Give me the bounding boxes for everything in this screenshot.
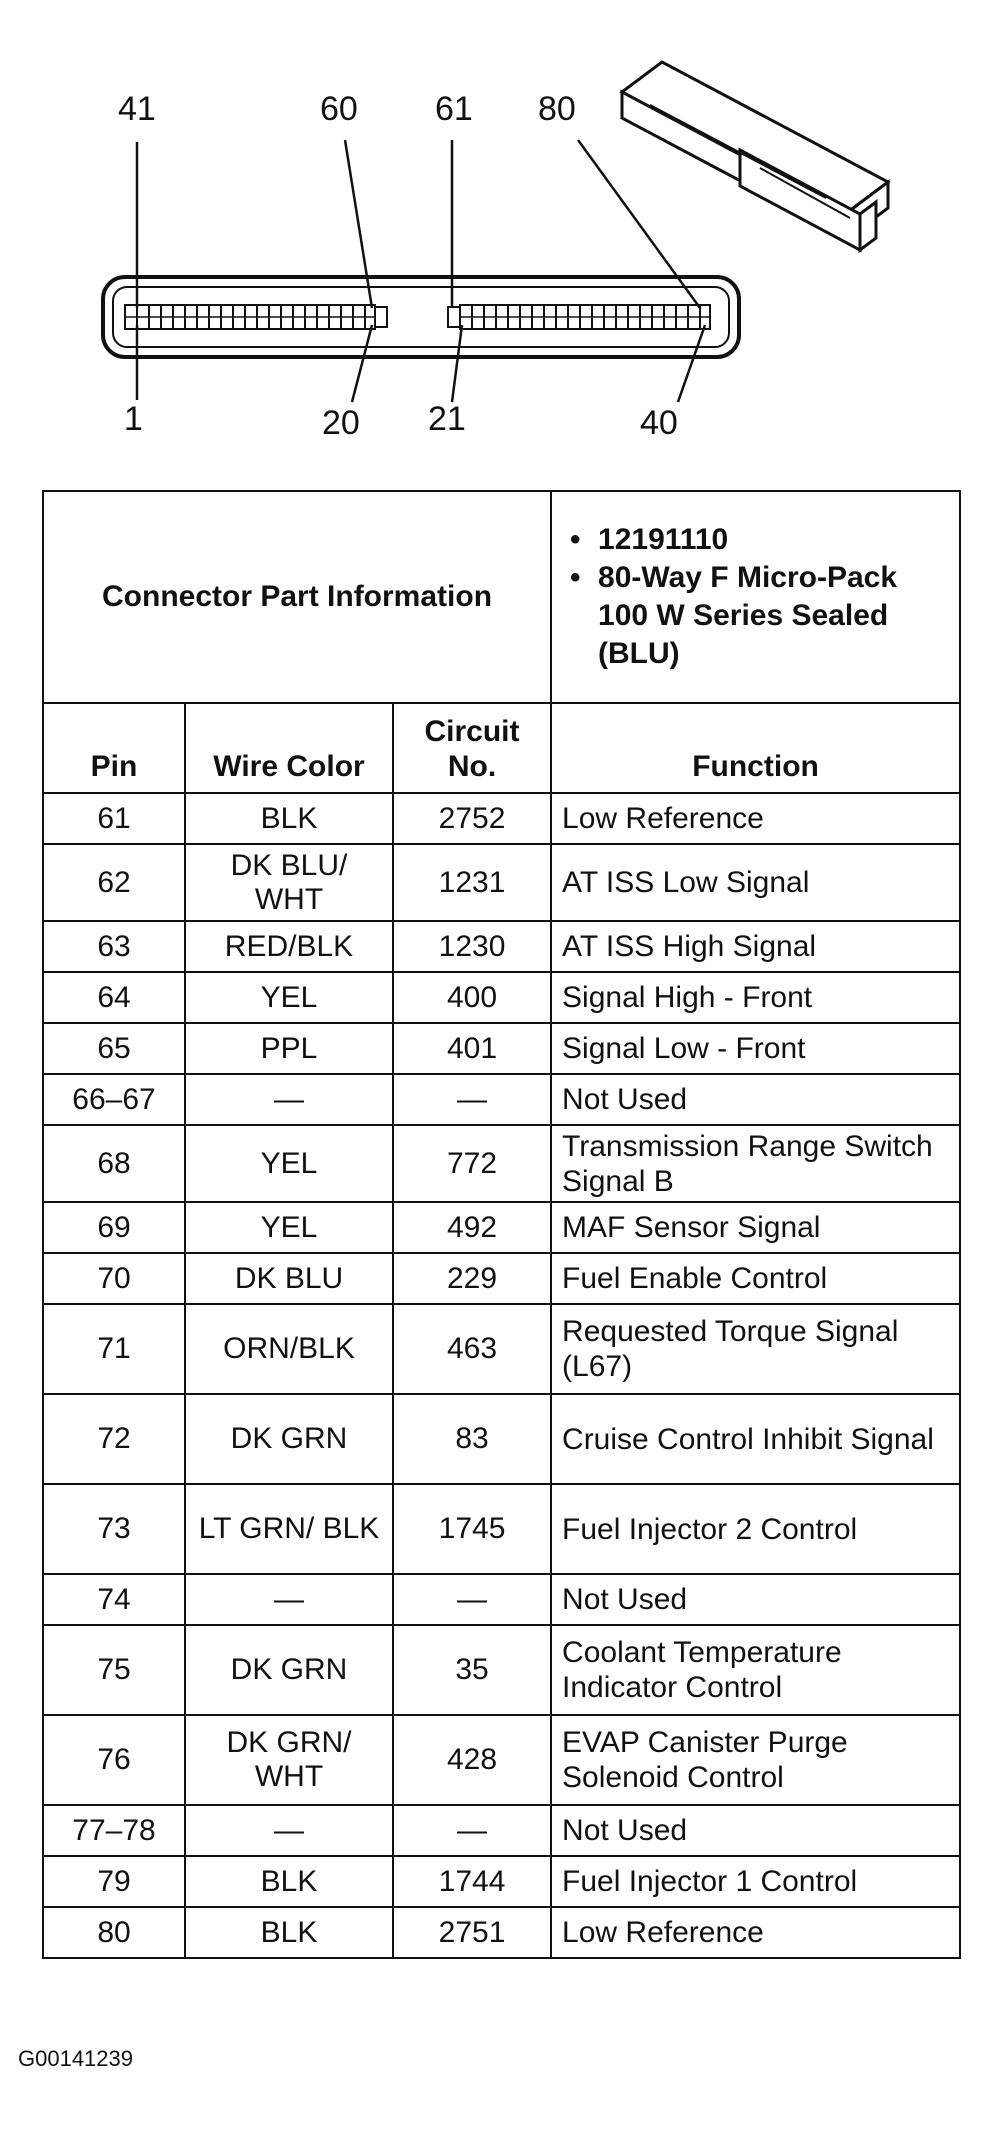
circuit-cell: 1744 (393, 1856, 551, 1907)
table-row (43, 1125, 960, 1202)
pin-cell: 61 (43, 793, 185, 844)
circuit-cell: 1745 (393, 1484, 551, 1574)
column-header-row (43, 703, 960, 793)
pin-cell: 73 (43, 1484, 185, 1574)
wire-color-cell: DK GRN (185, 1394, 393, 1484)
figure-id: G00141239 (18, 2046, 133, 2071)
table-row (43, 1023, 960, 1074)
table-row (43, 972, 960, 1023)
wire-color-cell: PPL (185, 1023, 393, 1074)
table-row (43, 793, 960, 844)
circuit-cell: 2752 (393, 793, 551, 844)
function-cell: Requested Torque Signal (L67) (551, 1304, 960, 1394)
pin-cell: 79 (43, 1856, 185, 1907)
col-header-circuit: Circuit No. (393, 703, 551, 793)
connector-diagram (0, 0, 999, 470)
pin-cell: 64 (43, 972, 185, 1023)
wire-color-cell: BLK (185, 793, 393, 844)
pin-cell: 65 (43, 1023, 185, 1074)
wire-color-cell: — (185, 1074, 393, 1125)
circuit-cell: 1231 (393, 844, 551, 921)
pin-cell: 68 (43, 1125, 185, 1202)
function-cell: AT ISS Low Signal (551, 844, 960, 921)
table-row (43, 1805, 960, 1856)
table-row (43, 1394, 960, 1484)
pin-cell: 75 (43, 1625, 185, 1715)
pin-cell: 69 (43, 1202, 185, 1253)
pin-label-40: 40 (640, 404, 678, 442)
table-row (43, 1625, 960, 1715)
wire-color-cell: ORN/BLK (185, 1304, 393, 1394)
connector-part-info-title: Connector Part Information (43, 491, 551, 703)
function-cell: Not Used (551, 1074, 960, 1125)
header-row (43, 491, 960, 703)
pin-cell: 71 (43, 1304, 185, 1394)
function-cell: Not Used (551, 1805, 960, 1856)
function-cell: Coolant Temperature Indicator Control (551, 1625, 960, 1715)
wire-color-cell: BLK (185, 1907, 393, 1958)
function-cell: Fuel Enable Control (551, 1253, 960, 1304)
part-number: • 12191110 (562, 521, 953, 559)
function-cell: Not Used (551, 1574, 960, 1625)
circuit-cell: 492 (393, 1202, 551, 1253)
function-cell: EVAP Canister Purge Solenoid Control (551, 1715, 960, 1805)
wire-color-cell: LT GRN/ BLK (185, 1484, 393, 1574)
function-cell: Fuel Injector 1 Control (551, 1856, 960, 1907)
function-cell: Transmission Range Switch Signal B (551, 1125, 960, 1202)
wire-color-cell: BLK (185, 1856, 393, 1907)
circuit-cell: 400 (393, 972, 551, 1023)
wire-color-cell: DK GRN/ WHT (185, 1715, 393, 1805)
circuit-cell: — (393, 1074, 551, 1125)
pin-cell: 66–67 (43, 1074, 185, 1125)
wire-color-cell: — (185, 1574, 393, 1625)
wire-color-cell: DK GRN (185, 1625, 393, 1715)
pin-label-1: 1 (124, 400, 143, 438)
table-row (43, 1907, 960, 1958)
col-header-wire-color: Wire Color (185, 703, 393, 793)
part-description: • 80-Way F Micro-Pack 100 W Series Sealed (BLU) (562, 559, 953, 673)
wire-color-cell: — (185, 1805, 393, 1856)
connector-face-drawing (0, 0, 999, 470)
table-row (43, 1074, 960, 1125)
function-cell: MAF Sensor Signal (551, 1202, 960, 1253)
function-cell: AT ISS High Signal (551, 921, 960, 972)
circuit-cell: 2751 (393, 1907, 551, 1958)
table-row (43, 1253, 960, 1304)
pin-label-60: 60 (320, 90, 358, 128)
circuit-cell: 401 (393, 1023, 551, 1074)
wire-color-cell: YEL (185, 1125, 393, 1202)
connector-isometric-icon (622, 62, 888, 250)
circuit-cell: 428 (393, 1715, 551, 1805)
pin-label-80: 80 (538, 90, 576, 128)
table-row (43, 1484, 960, 1574)
circuit-cell: 229 (393, 1253, 551, 1304)
pin-cell: 63 (43, 921, 185, 972)
table-row (43, 1856, 960, 1907)
pin-cell: 80 (43, 1907, 185, 1958)
col-header-function: Function (551, 703, 960, 793)
wire-color-cell: DK BLU (185, 1253, 393, 1304)
connector-pinout-table (42, 490, 961, 1959)
wire-color-cell: YEL (185, 972, 393, 1023)
function-cell: Low Reference (551, 1907, 960, 1958)
table-row (43, 1202, 960, 1253)
wire-color-cell: YEL (185, 1202, 393, 1253)
pin-label-41: 41 (118, 90, 156, 128)
table-row (43, 921, 960, 972)
circuit-cell: — (393, 1574, 551, 1625)
pin-label-21: 21 (428, 400, 466, 438)
pin-cell: 70 (43, 1253, 185, 1304)
table-row (43, 1715, 960, 1805)
circuit-cell: — (393, 1805, 551, 1856)
pin-cell: 72 (43, 1394, 185, 1484)
function-cell: Signal High - Front (551, 972, 960, 1023)
pin-cell: 62 (43, 844, 185, 921)
table-row (43, 1574, 960, 1625)
function-cell: Cruise Control Inhibit Signal (551, 1394, 960, 1484)
part-info-cell (551, 491, 960, 703)
pin-cell: 77–78 (43, 1805, 185, 1856)
circuit-cell: 463 (393, 1304, 551, 1394)
table-row (43, 1304, 960, 1394)
circuit-cell: 1230 (393, 921, 551, 972)
function-cell: Signal Low - Front (551, 1023, 960, 1074)
pin-label-20: 20 (322, 404, 360, 442)
pin-cell: 76 (43, 1715, 185, 1805)
table-row (43, 844, 960, 921)
circuit-cell: 772 (393, 1125, 551, 1202)
pin-cell: 74 (43, 1574, 185, 1625)
circuit-cell: 35 (393, 1625, 551, 1715)
function-cell: Fuel Injector 2 Control (551, 1484, 960, 1574)
wire-color-cell: DK BLU/ WHT (185, 844, 393, 921)
wire-color-cell: RED/BLK (185, 921, 393, 972)
circuit-cell: 83 (393, 1394, 551, 1484)
pin-label-61: 61 (435, 90, 473, 128)
col-header-pin: Pin (43, 703, 185, 793)
function-cell: Low Reference (551, 793, 960, 844)
